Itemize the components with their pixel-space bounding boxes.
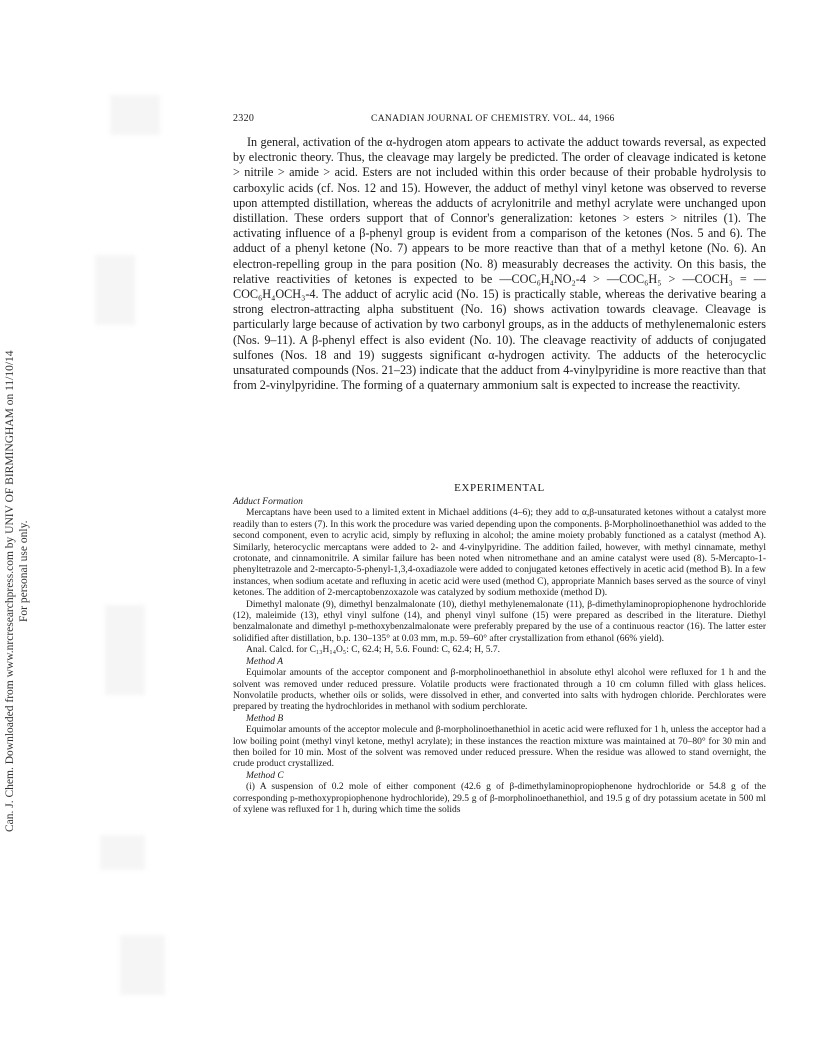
- scan-smudge: [110, 95, 160, 135]
- page-number: 2320: [233, 113, 255, 124]
- intro-paragraph: In general, activation of the α-hydrogen atom appears to activate the adduct towards reversal, as expected by electronic theory. Thus, the cleavage may largely be predicted. The order of cleavage indicated is ketone > nitrile > amide > acid. Esters are not included within this order because of their probable hydrolysis to carboxylic acids (cf. Nos. 12 and 15). However, the adduct of methyl vinyl ketone was observed to reverse upon attempted distillation, whereas the adducts of acrylonitrile and methyl acrylate were unchanged upon distillation. These orders support that of Connor's generalization: ketones > esters > nitriles (1). The activating influence of a β-phenyl group is evident from a comparison of the ketones (Nos. 5 and 6). The adduct of a phenyl ketone (No. 7) appears to be more reactive than that of a methyl ketone (No. 6). An electron-repelling group in the para position (No. 8) measurably decreases the activity. On this basis, the relative reactivities of ketones is expected to be —COC₆H₄NO₂-4 > —COC₆H₅ > —COCH₃ = —COC₆H₄OCH₃-4. The adduct of acrylic acid (No. 15) is practically stable, whereas the derivative bearing a strong electron-attracting alpha substituent (No. 16) shows activation towards cleavage. Cleavage is particularly large because of activation by two carbonyl groups, as in the adducts of methylenemalonic esters (Nos. 9–11). A β-phenyl effect is also evident (No. 10). The cleavage reactivity of adducts of conjugated sulfones (Nos. 18 and 19) suggests significant α-hydrogen activity. The adducts of the heterocyclic unsaturated compounds (Nos. 21–23) indicate that the adduct from 4-vinylpyridine is more reactive than that from 2-vinylpyridine. The forming of a quaternary ammonium salt is expected to increase the reactivity.: [233, 135, 766, 393]
- method-a-text: Equimolar amounts of the acceptor component and β-morpholinoethanethiol in absolute ethyl alcohol were refluxed for 1 h and the solvent was removed under reduced pressure. Volatile products were fractionated through a 10 cm column filled with glass helices. Nonvolatile products, whether oils or solids, were dissolved in ether, and converted into salts with hydrogen chloride. Perchlorates were prepared by treating the hydrochlorides in methanol with sodium perchlorate.: [233, 668, 766, 713]
- experimental-body: [233, 497, 766, 816]
- adduct-formation-heading: Adduct Formation: [233, 497, 303, 507]
- section-heading: EXPERIMENTAL: [454, 482, 545, 494]
- scan-smudge: [120, 935, 165, 995]
- adduct-formation-paragraph-2: Dimethyl malonate (9), dimethyl benzalmalonate (10), diethyl methylenemalonate (11), β-dimethylaminopropiophenone hydrochloride (12), maleimide (13), ethyl vinyl sulfone (14), and phenyl vinyl sulfone (15) were prepared as described in the literature. Diethyl benzalmalonate and dimethyl p-methoxybenzalmalonate were preferably prepared by the use of a continuous reactor (16). The latter ester solidified after distillation, b.p. 130–135° at 0.03 mm, m.p. 59–60° after crystallization from ethanol (66% yield).: [233, 599, 766, 644]
- method-c-heading: Method C: [246, 770, 284, 781]
- elemental-analysis: Anal. Calcd. for C₁₃H₁₄O₅: C, 62.4; H, 5.6. Found: C, 62.4; H, 5.7.: [246, 645, 501, 656]
- discussion-body: [233, 135, 766, 393]
- download-watermark: [0, 0, 40, 1056]
- watermark-line-2: For personal use only.: [18, 520, 30, 622]
- running-title: CANADIAN JOURNAL OF CHEMISTRY. VOL. 44, 1966: [371, 113, 615, 124]
- method-b-text: Equimolar amounts of the acceptor molecule and β-morpholinoethanethiol in acetic acid were refluxed for 1 h, unless the acceptor had a low boiling point (methyl vinyl ketone, methyl acrylate); in these instances the reaction mixture was maintained at 70–80° for 30 min and then boiled for 10 min. Most of the solvent was removed under reduced pressure. When the residue was allowed to stand overnight, the crude product crystallized.: [233, 725, 766, 770]
- method-b-heading: Method B: [246, 713, 284, 724]
- method-a-heading: Method A: [246, 656, 284, 667]
- method-c-text: (i) A suspension of 0.2 mole of either component (42.6 g of β-dimethylaminopropiophenone hydrochloride or 54.8 g of the corresponding p-methoxypropiophenone hydrochloride), 29.5 g of β-morpholinoethanethiol, and 19.5 g of dry potassium acetate in 500 ml of xylene was refluxed for 1 h, during which time the solids: [233, 782, 766, 815]
- scan-smudge: [95, 255, 135, 325]
- scan-smudge: [100, 835, 145, 870]
- scan-smudge: [105, 605, 145, 695]
- watermark-line-1: Can. J. Chem. Downloaded from www.nrcresearchpress.com by UNIV OF BIRMINGHAM on 11/10/14: [4, 350, 16, 832]
- adduct-formation-paragraph-1: Mercaptans have been used to a limited extent in Michael additions (4–6); they add to α,β-unsaturated ketones without a catalyst more readily than to esters (7). In this work the procedure was varied depending upon the components. β-Morpholinoethanethiol was added to the second component, even to acrylic acid, simply by refluxing in alcohol; the amine moiety probably functioned as a catalyst (method A). Similarly, heterocyclic mercaptans were added to 2- and 4-vinylpyridine. The addition failed, however, with methyl cinnamate, methyl crotonate, and cinnamonitrile. A similar failure has been noted when nitromethane and an amine catalyst were used (8). 5-Mercapto-1-phenyltetrazole and 2-mercapto-5-phenyl-1,3,4-oxadiazole were added to conjugated ketones effectively in acetic acid (method B). In a few instances, when sodium acetate and refluxing in acetic acid were used (method C), appropriate Mannich bases served as the source of vinyl ketones. The addition of 2-mercaptobenzoxazole was catalyzed by sodium methoxide (method D).: [233, 508, 766, 599]
